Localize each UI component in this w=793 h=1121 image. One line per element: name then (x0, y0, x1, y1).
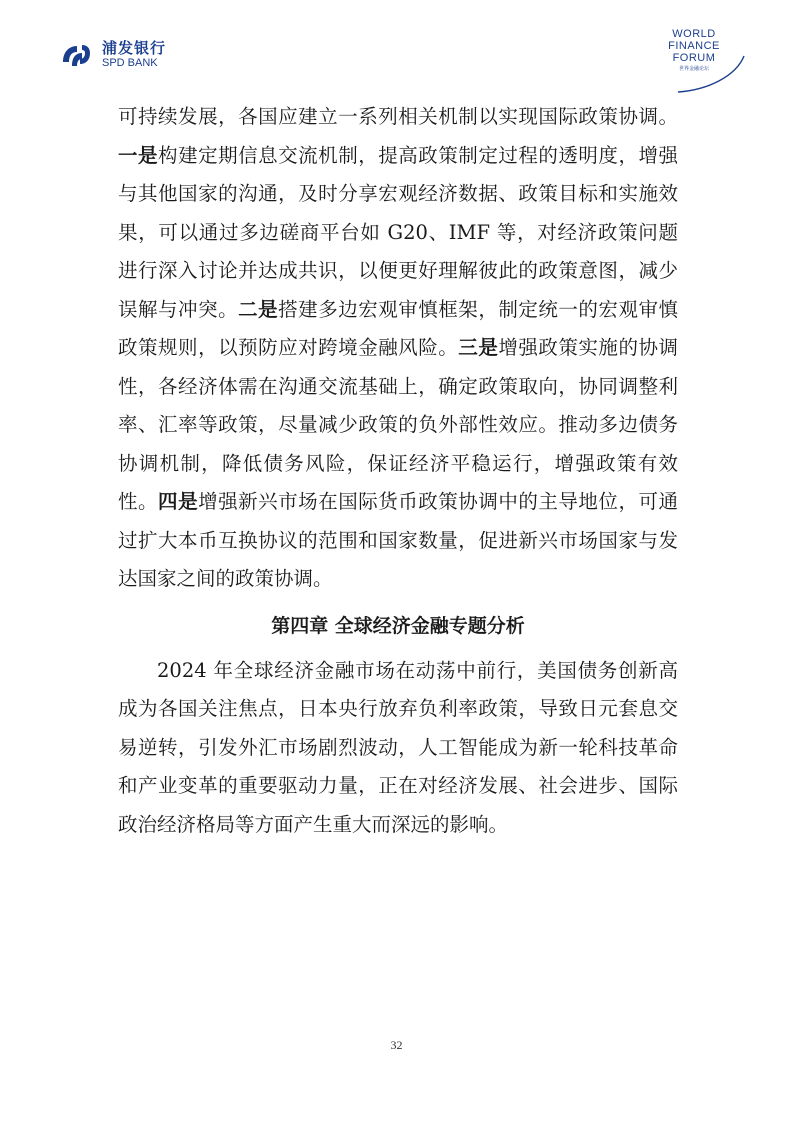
wff-line-3: FORUM (672, 52, 716, 64)
page-number: 32 (390, 1038, 403, 1052)
wff-swoosh-icon (638, 28, 750, 94)
text-segment: 构建定期信息交流机制，提高政策制定过程的透明度，增强与其他国家的沟通，及时分享宏观经济数据、政策目标和实施效果，可以通过多边磋商平台如 G20、IMF 等，对经济政策问题进行深入讨论并达成共识，以便更好理解彼此的政策意图，减少误解与冲突。 (118, 143, 678, 321)
chapter-title: 第四章 全球经济金融专题分析 (271, 614, 525, 637)
bold-marker-second: 二是 (238, 297, 279, 321)
wff-line-1: WORLD (672, 28, 716, 40)
paragraph-global-overview: 2024 年全球经济金融市场在动荡中前行，美国债务创新高成为各国关注焦点，日本央行放弃负利率政策，导致日元套息交易逆转，引发外汇市场剧烈波动，人工智能成为新一轮科技革命和产业变革的重要驱动力量，正在对经济发展、社会进步、国际政治经济格局等方面产生重大而深远的影响。 (118, 658, 678, 836)
paragraph-policy-coordination (118, 98, 678, 599)
spd-bank-name-en: SPD BANK (102, 57, 158, 69)
text-segment: 可持续发展，各国应建立一系列相关机制以实现国际政策协调。 (118, 105, 678, 128)
bold-marker-first: 一是 (118, 143, 159, 167)
page-header (0, 0, 793, 100)
world-finance-forum-logo (638, 28, 750, 88)
spd-bank-mark-icon (60, 40, 96, 70)
text-segment: 增强政策实施的协调性，各经济体需在沟通交流基础上，确定政策取向，协同调整利率、汇率等政策，尽量减少政策的负外部性效应。推动多边债务协调机制，降低债务风险，保证经济平稳运行，增强政策有效性。 (118, 336, 678, 513)
wff-name-cn: 世界金融论坛 (678, 66, 709, 72)
spd-bank-logo (60, 40, 166, 70)
text-segment: 增强新兴市场在国际货币政策协调中的主导地位，可通过扩大本币互换协议的范围和国家数量，促进新兴市场国家与发达国家之间的政策协调。 (118, 490, 678, 590)
bold-marker-fourth: 四是 (158, 490, 199, 513)
document-body (118, 98, 678, 844)
text-segment: 搭建多边宏观审慎框架，制定统一的宏观审慎政策规则，以预防应对跨境金融风险。 (118, 297, 678, 359)
bold-marker-third: 三是 (458, 336, 499, 359)
wff-line-2: FINANCE (668, 40, 720, 52)
spd-bank-name-cn: 浦发银行 (102, 39, 167, 57)
